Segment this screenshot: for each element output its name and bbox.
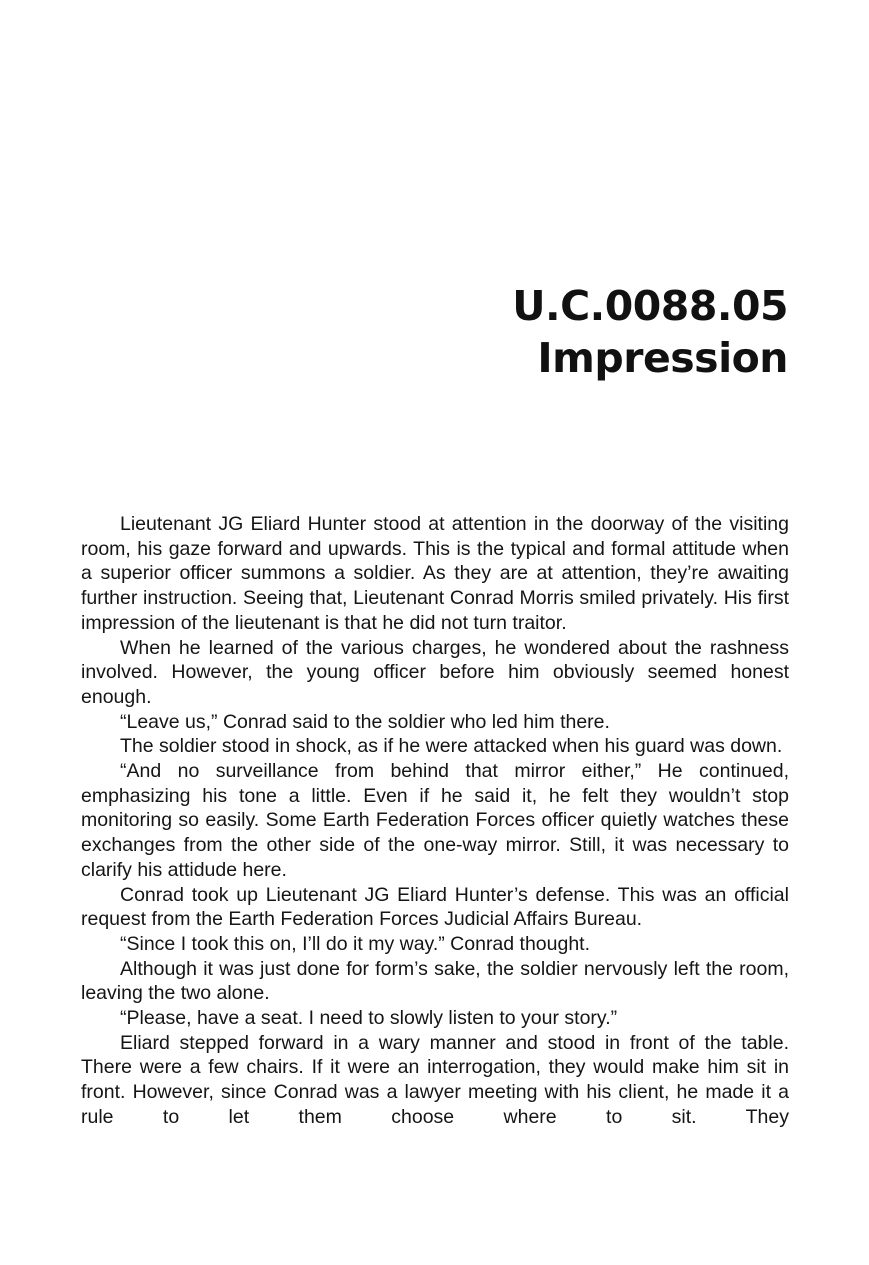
paragraph-3: “Leave us,” Conrad said to the soldier who led him there.: [120, 710, 610, 733]
paragraph-8: Although it was just done for form’s sake, the soldier nervously left the room, leaving the two alone.: [81, 957, 789, 1005]
chapter-date-code: U.C.0088.05: [512, 282, 788, 330]
paragraph-5: “And no surveillance from behind that mirror either,” He continued, emphasizing his tone a little. Even if he said it, he felt they wouldn’t stop monitoring so easily. Some Earth Federation Forces officer quietly watches these exchanges from the other side of the one-way mirror. Still, it was necessary to clarify his attidude here.: [81, 760, 789, 881]
paragraph-7: “Since I took this on, I’ll do it my way.” Conrad thought.: [120, 932, 591, 955]
paragraph-2: When he learned of the various charges, he wondered about the rashness involved. However, the young officer before him obviously seemed honest enough.: [81, 636, 789, 708]
chapter-title: Impression: [537, 334, 788, 382]
paragraph-1: Lieutenant JG Eliard Hunter stood at attention in the doorway of the visiting room, his gaze forward and upwards. This is the typical and formal attitude when a superior officer summons a soldier. As they are at attention, they’re awaiting further instruction. Seeing that, Lieutenant Conrad Morris smiled privately. His first impression of the lieutenant is that he did not turn traitor.: [81, 513, 789, 634]
paragraph-9: “Please, have a seat. I need to slowly listen to your story.”: [120, 1007, 618, 1030]
paragraph-4: The soldier stood in shock, as if he were attacked when his guard was down.: [120, 735, 783, 758]
paragraph-6: Conrad took up Lieutenant JG Eliard Hunter’s defense. This was an official request from the Earth Federation Forces Judicial Affairs Bureau.: [81, 883, 789, 931]
chapter-heading: [512, 280, 788, 384]
chapter-body: [81, 512, 789, 1130]
paragraph-10: Eliard stepped forward in a wary manner and stood in front of the table. There were a few chairs. If it were an interrogation, they would make him sit in front. However, since Conrad was a lawyer meeting with his client, he made it a rule to let them choose where to sit. They: [81, 1031, 789, 1128]
